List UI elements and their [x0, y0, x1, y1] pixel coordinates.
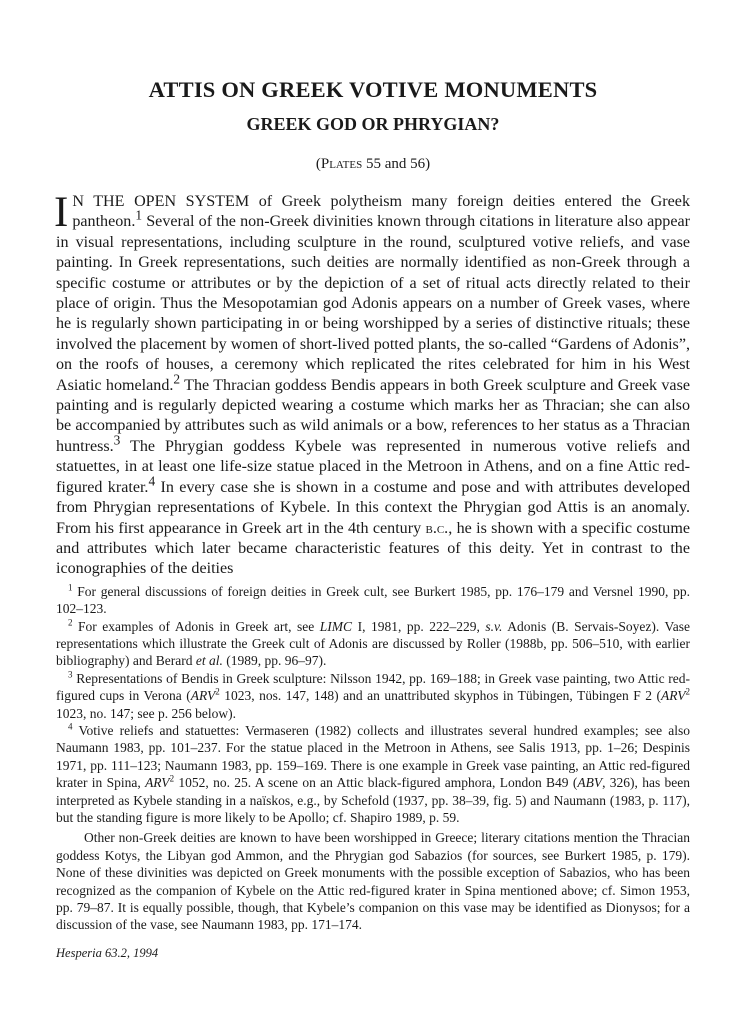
journal-citation: Hesperia 63.2, 1994 [56, 946, 159, 960]
drop-cap: I [54, 189, 69, 236]
footnote-ref-4: 4 [148, 473, 156, 489]
footnote-3: $^3$ Representations of Bendis in Greek sculpture: Nilsson 1942, pp. 169–188; in Greek vase painting, two Attic red-figured cups in Verona (ARV$^2$ 1023, nos. 147, 148) and an unattributed skyphos in Tübingen, Tübingen F 2 (ARV$^2$ 1023, no. 147; see p. 256 below). [56, 669, 691, 721]
article-subtitle: GREEK GOD OR PHRYGIAN? [246, 114, 500, 134]
article-page [56, 76, 690, 934]
footnote-4-continuation: Other non-Greek deities are known to have been worshipped in Greece; literary citations mention the Thracian goddess Kotys, the Libyan god Ammon, and the Phrygian god Sabazios (for sources, see Burkert 1985, p. 179). None of these divinities was depicted on Greek monuments with the possible exception of Sabazios, who has been recognized as the companion of Kybele on the Attic red-figured krater in Spina mentioned above; cf. Simon 1953, pp. 79–87. It is equally possible, though, that Kybele’s companion on this vase may be identified as Dionysos; for a discussion of the vase, see Naumann 1983, pp. 171–174. [56, 830, 690, 933]
footnote-2: $^2$ For examples of Adonis in Greek art, see LIMC I, 1981, pp. 222–229, s.v. Adonis (B. Servais-Soyez). Vase representations which illustrate the Greek cult of Adonis are discussed by Roller (1988b, pp. 506–510, with earlier bibliography) and Berard et al. (1989, pp. 96–97). [56, 617, 690, 669]
footnote-ref-1: 1 [135, 208, 143, 224]
body-paragraph: I N THE OPEN SYSTEM of Greek polytheism many foreign deities entered the Greek pantheon.$^1$ Several of the non-Greek divinities known through citations in literature also appear in visual representations, including sculpture in the round, sculptured votive reliefs, and vase painting. In Greek representations, such deities are normally identified as non-Greek through a specific costume or attributes or by the depiction of a set of ritual acts directly related to their place of origin. Thus the Mesopotamian god Adonis appears on a number of Greek vases, where he is regularly shown participating in or being worshipped by a series of distinctive rituals; these involved the placement by women of short-lived potted plants, the so-called “Gardens of Adonis”, on the roofs of houses, a ceremony which replicated the rites celebrated for him in his West Asiatic homeland.$^2$ The Thracian goddess Bendis appears in both Greek sculpture and Greek vase painting and is regularly depicted wearing a costume which marks her as Thracian; she can also be accompanied by attributes such as wild animals or a bow, references to her status as a Thracian huntress.$^3$ The Phrygian goddess Kybele was represented in numerous votive reliefs and statuettes, in at least one life-size statue placed in the Metroon in Athens, and on a fine Attic red-figured krater.$^4$ In every case she is shown in a costume and pose and with attributes developed from Phrygian representations of Kybele. In this context the Phrygian god Attis is an anomaly. From his first appearance in Greek art in the 4th century b.c., he is shown with a specific costume and attributes which later became characteristic features of this deity. Yet in contrast to the iconographies of the deities [54, 189, 691, 578]
article-title: ATTIS ON GREEK VOTIVE MONUMENTS [148, 77, 598, 102]
footnote-ref-2: 2 [173, 371, 181, 387]
footnote-4: $^4$ Votive reliefs and statuettes: Vermaseren (1982) collects and illustrates several hundred examples; see also Naumann 1983, pp. 101–237. For the statue placed in the Metroon in Athens, see Salis 1913, pp. 1–26; Despinis 1971, pp. 111–123; Naumann 1983, pp. 159–169. There is one example in Greek vase painting, an Attic red-figured krater in Spina, ARV$^2$ 1052, no. 25. A scene on an Attic black-figured amphora, London B49 (ABV, 326), has been interpreted as Kybele standing in a naïskos, e.g., by Schefold (1937, pp. 38–39, fig. 5) and Naumann (1983, p. 117), but the standing figure is more likely to be Apollo; cf. Shapiro 1989, p. 59. [56, 721, 690, 825]
footnote-ref-3: 3 [113, 432, 121, 448]
footnotes [56, 583, 690, 934]
plates-reference: (Plates 55 and 56) [315, 156, 431, 172]
footnote-1: $^1$ For general discussions of foreign deities in Greek cult, see Burkert 1985, pp. 176–179 and Versnel 1990, pp. 102–123. [56, 582, 690, 617]
